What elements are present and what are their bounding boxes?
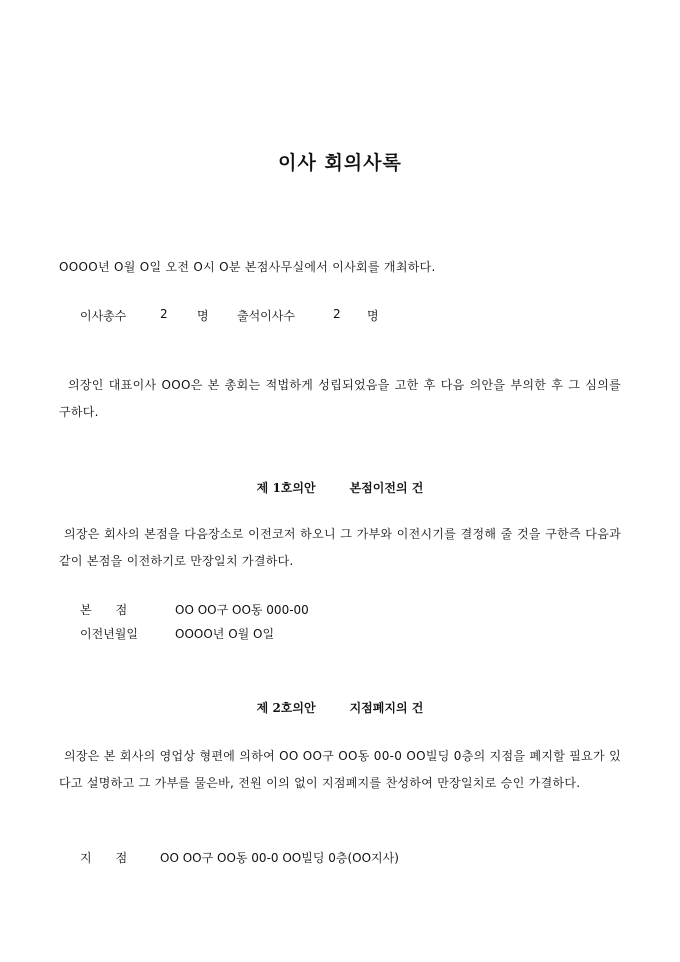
director-total-count: 2 — [160, 307, 168, 321]
agenda-2-number: 제 2호의안 — [256, 701, 316, 715]
agenda-2-heading — [0, 699, 680, 716]
agenda-1-heading — [0, 479, 680, 496]
opening-statement: OOOO년 O월 O일 오전 O시 O분 본점사무실에서 이사회를 개최하다. — [59, 260, 436, 274]
headquarters-address: OO OO구 OO동 000-00 — [175, 603, 309, 617]
agenda-1-title: 본점이전의 건 — [349, 481, 424, 495]
directors-present-count: 2 — [333, 307, 341, 321]
relocation-date-label: 이전년월일 — [80, 627, 138, 641]
director-total-label: 이사총수 — [80, 309, 127, 323]
agenda-2-title: 지점폐지의 건 — [349, 701, 424, 715]
directors-present-label: 출석이사수 — [237, 309, 295, 323]
relocation-date-value: OOOO년 O월 O일 — [175, 627, 275, 641]
document-title: 이사 회의사록 — [278, 152, 402, 174]
agenda-2-body: 의장은 본 회사의 영업상 형편에 의하여 OO OO구 OO동 00-0 OO빌딩 0층의 지점을 폐지할 필요가 있다고 설명하고 그 가부를 물은바, 전원 이의 없이 지점폐지를 찬성하여 만장일치로 승인 가결하다. — [59, 749, 621, 790]
branch-label: 지 점 — [80, 851, 128, 865]
branch-address: OO OO구 OO동 00-0 OO빌딩 0층(OO지사) — [160, 851, 399, 865]
chair-statement: 의장인 대표이사 OOO은 본 총회는 적법하게 성립되었음을 고한 후 다음 의안을 부의한 후 그 심의를 구하다. — [59, 378, 621, 419]
directors-present-unit: 명 — [367, 309, 379, 323]
director-total-unit: 명 — [197, 309, 209, 323]
agenda-1-number: 제 1호의안 — [256, 481, 316, 495]
headquarters-label: 본 점 — [80, 603, 128, 617]
agenda-1-body: 의장은 회사의 본점을 다음장소로 이전코저 하오니 그 가부와 이전시기를 결정해 줄 것을 구한즉 다음과 같이 본점을 이전하기로 만장일치 가결하다. — [59, 527, 621, 568]
